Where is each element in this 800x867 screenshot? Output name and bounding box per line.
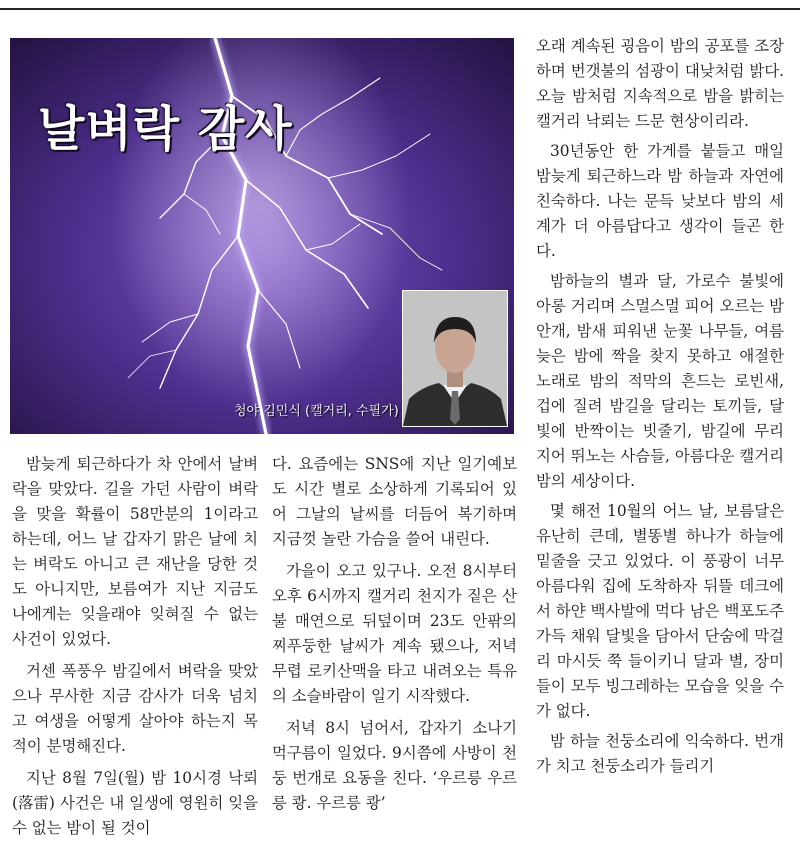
article-column-right [536,34,784,784]
paragraph: 거센 폭풍우 밤길에서 벼락을 맞았으나 무사한 지금 감사가 더욱 넘치고 여생을 어떻게 살아야 하는지 목적이 분명해진다. [12,662,258,755]
top-rule [0,8,800,10]
paragraph: 밤 하늘 천둥소리에 익숙하다. 번개가 치고 천둥소리가 들리기 [536,732,784,775]
paragraph: 지난 8월 7일(월) 밤 10시경 낙뢰(落雷) 사건은 내 일생에 영원히 잊을 수 없는 밤이 될 것이 [12,769,258,837]
author-portrait-icon [403,291,507,426]
paragraph: 가을이 오고 있구나. 오전 8시부터 오후 6시까지 캘거리 천지가 짙은 산불 매연으로 뒤덮이며 23도 안팎의 찌푸둥한 날씨가 계속 됐으나, 저녁 무렵 로키산맥을 타고 내려오는 특유의 소슬바람이 일기 시작했다. [272,562,517,705]
paragraph: 밤하늘의 별과 달, 가로수 불빛에 아롱 거리며 스멀스멀 피어 오르는 밤 안개, 밤새 피워낸 눈꽃 나무들, 여름 늦은 밤에 짝을 찾지 못하고 애절한 노래로 밤의 적막의 흔드는 로빈새, 겁에 질려 밤길을 달리는 토끼들, 달빛에 반짝이는 빗줄기, 밤길에 무리 지어 뛰노는 사슴들, 아름다운 캘거리 밤의 세상이다. [536,272,784,490]
paragraph: 오래 계속된 굉음이 밤의 공포를 조장하며 번갯불의 섬광이 대낮처럼 밝다. 오늘 밤처럼 지속적으로 밤을 밝히는 캘거리 낙뢰는 드문 현상이리라. [536,37,784,130]
article-column-middle [272,452,517,823]
article-title: 날벼락 감사 [38,101,293,157]
paragraph: 저녁 8시 넘어서, 갑자기 소나기 먹구름이 일었다. 9시쯤에 사방이 천둥 번개로 요동을 친다. ‘우르릉 우르릉 쾅. 우르릉 쾅’ [272,719,517,812]
paragraph: 30년동안 한 가게를 붙들고 매일 밤늦게 퇴근하느라 밤 하늘과 자연에 친숙하다. 나는 문득 낮보다 밤의 세계가 더 아름답다고 생각이 들곤 한다. [536,142,784,260]
paragraph: 다. 요즘에는 SNS에 지난 일기예보도 시간 별로 소상하게 기록되어 있어 그날의 날씨를 더듬어 복기하며 지금껏 놀란 가슴을 쓸어 내린다. [272,455,517,548]
author-caption: 청야 김민식 (캘거리, 수필가) [234,404,399,419]
hero-image [10,38,514,434]
author-photo [402,290,508,427]
paragraph: 몇 해전 10월의 어느 날, 보름달은 유난히 큰데, 별똥별 하나가 하늘에 밑줄을 긋고 있었다. 이 풍광이 너무 아름다워 집에 도착하자 뒤뜰 데크에서 하얀 백사발에 먹다 남은 백포도주 가득 채워 달빛을 담아서 단숨에 막걸리 마시듯 쭉 들이키니 달과 별, 장미들이 모두 빙그레하는 모습을 잊을 수가 없다. [536,502,784,720]
paragraph: 밤늦게 퇴근하다가 차 안에서 날벼락을 맞았다. 길을 가던 사람이 벼락을 맞을 확률이 58만분의 1이라고 하는데, 어느 날 갑자기 맑은 날에 치는 벼락도 아니고 큰 재난을 당한 것도 아니지만, 보름여가 지난 지금도 나에게는 잊을래야 잊혀질 수 없는 사건이 있었다. [12,455,258,648]
article-column-left [12,452,258,848]
